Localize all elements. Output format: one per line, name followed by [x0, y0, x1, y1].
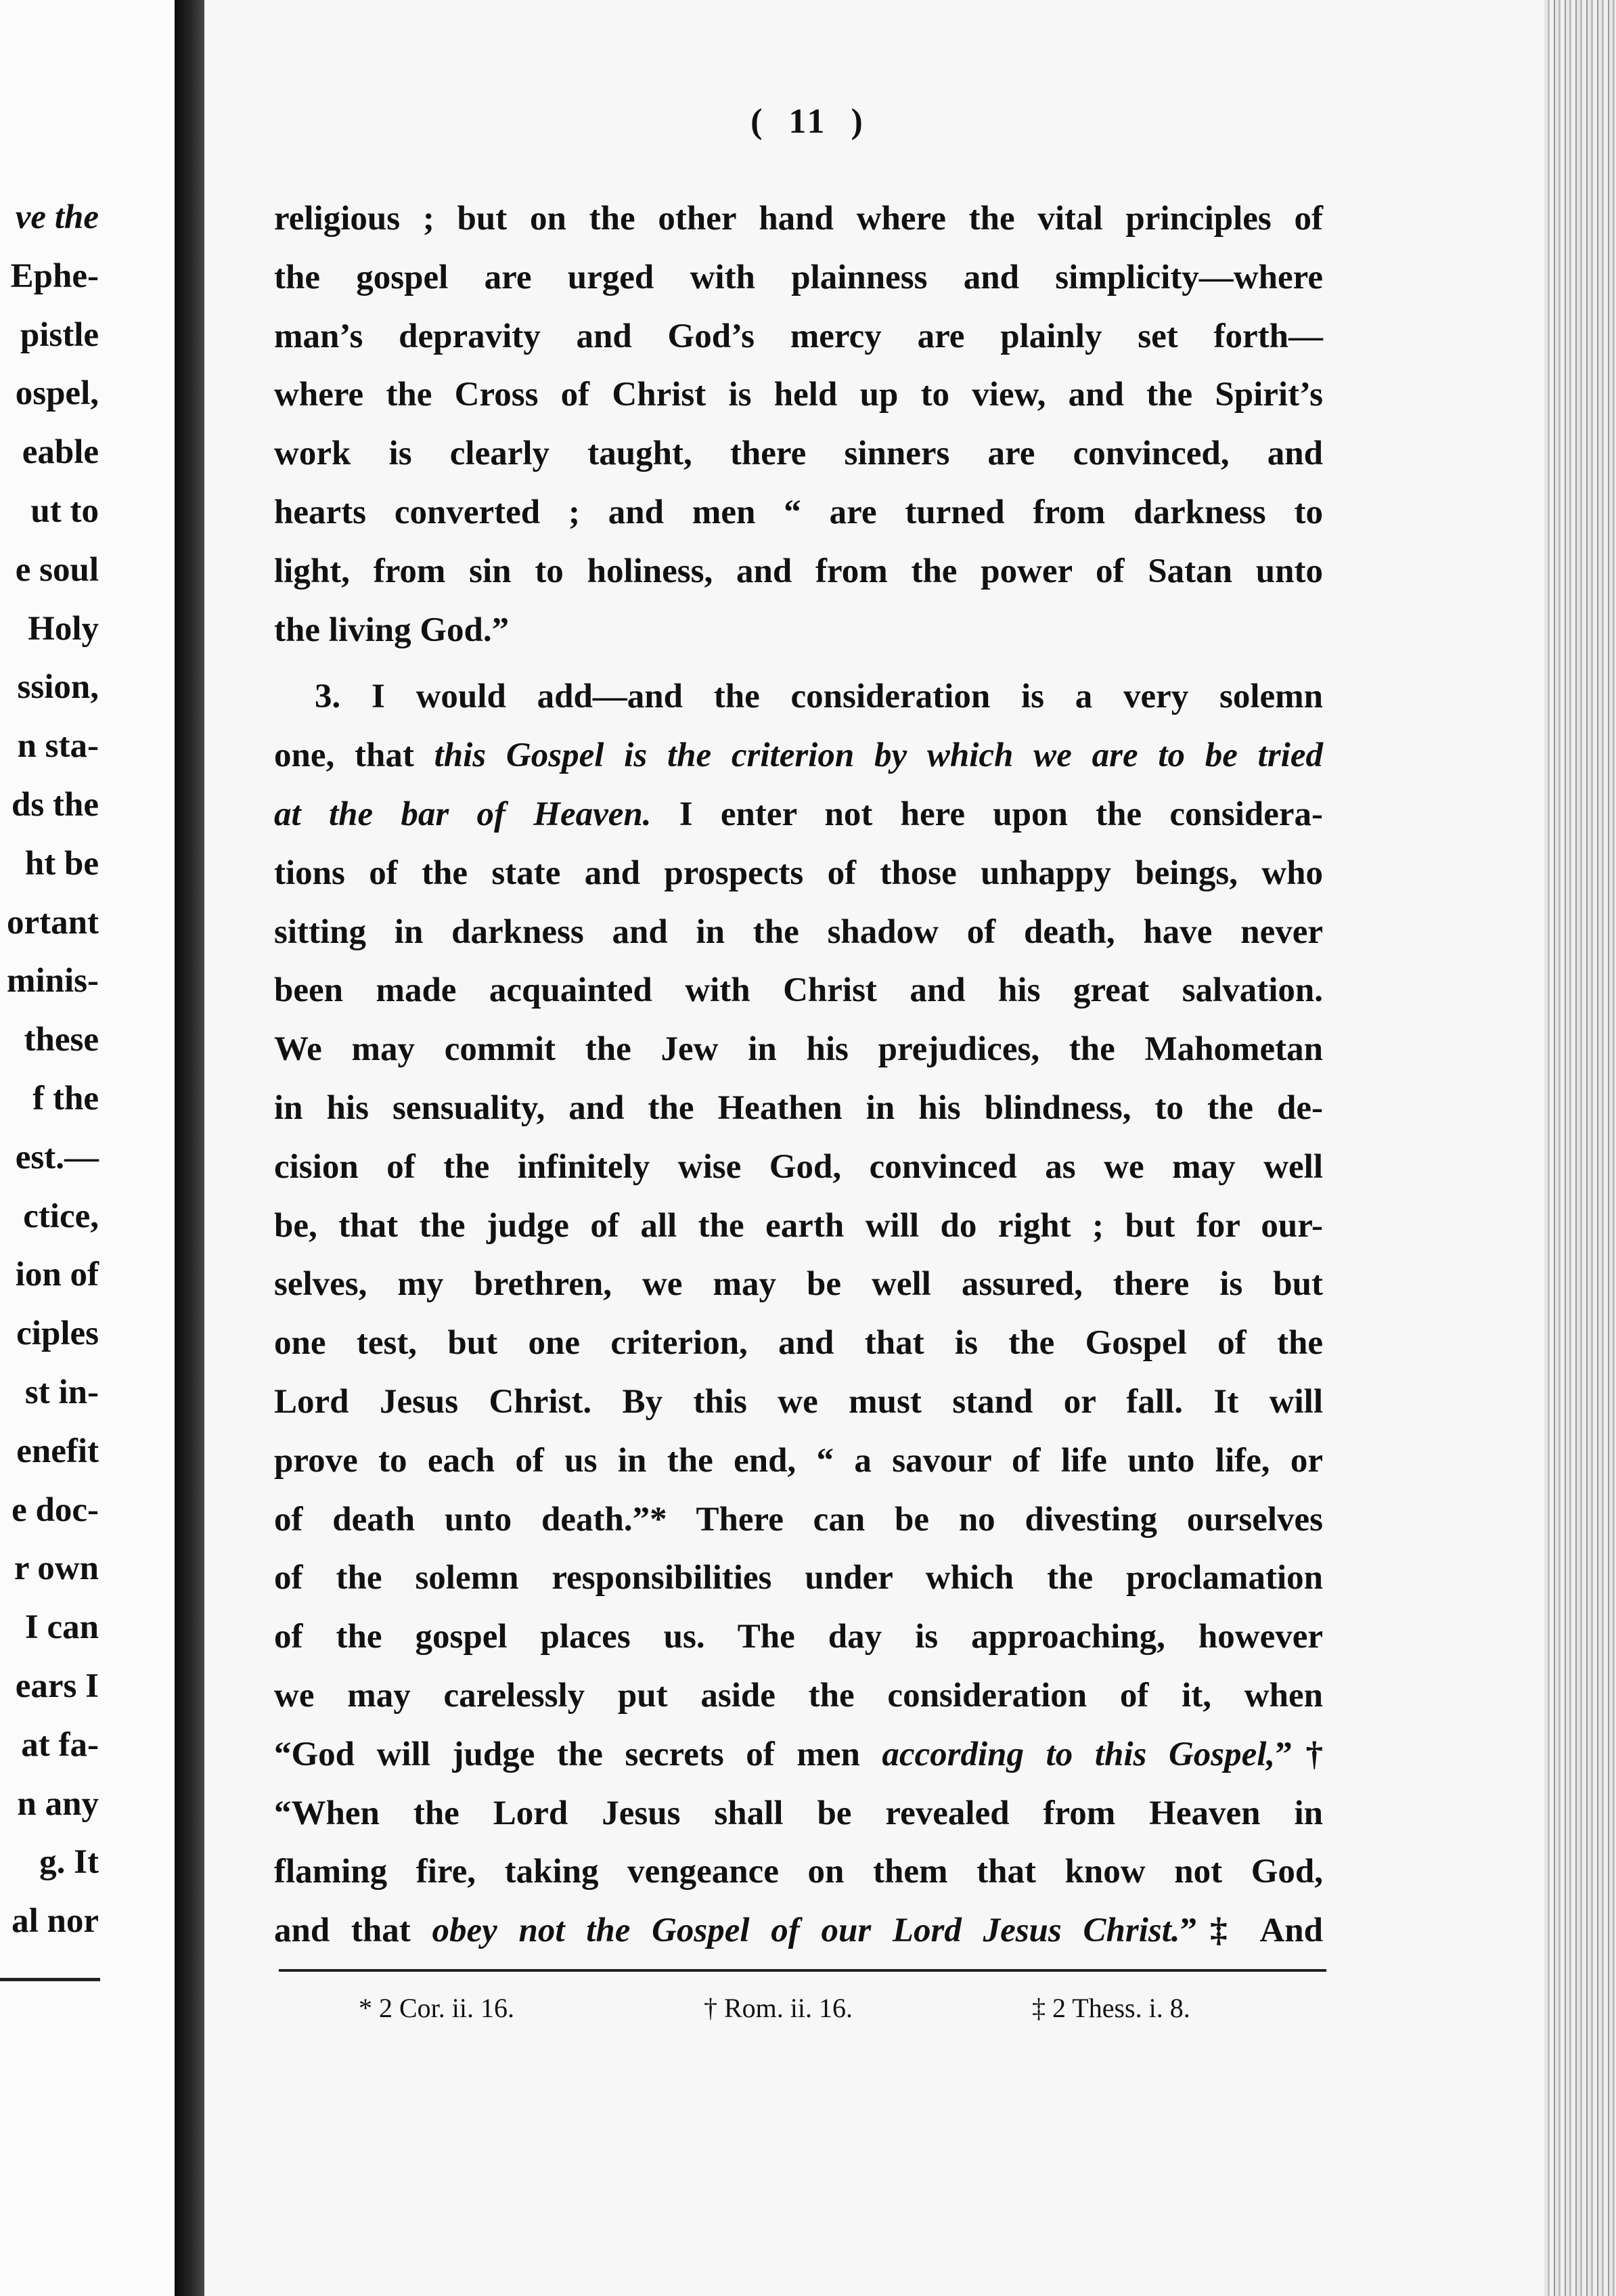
text-line — [274, 1549, 1323, 1607]
text-segment: ”† — [1275, 1736, 1323, 1773]
text-segment: We may commit the Jew in his prejudices, the Mahometan — [274, 1030, 1323, 1068]
text-line — [274, 961, 1323, 1019]
previous-page-line: n sta- — [17, 727, 99, 765]
text-segment: Lord Jesus Christ. By this we must stand or fall. It will — [274, 1383, 1323, 1421]
text-line — [274, 903, 1323, 961]
text-line — [274, 1491, 1323, 1549]
previous-page-line: ospel, — [15, 374, 99, 412]
text-line — [274, 1020, 1323, 1078]
text-segment: light, from sin to holiness, and from the power of Satan unto — [274, 552, 1323, 590]
text-segment: sitting in darkness and in the shadow of death, have never — [274, 913, 1323, 951]
previous-page-line: enefit — [16, 1432, 99, 1470]
text-segment: work is clearly taught, there sinners are convinced, and — [274, 435, 1323, 472]
text-line — [274, 726, 1323, 785]
text-segment: “God will judge the secrets of men — [274, 1736, 882, 1773]
previous-page-line: minis- — [6, 962, 99, 1000]
book-gutter — [175, 0, 204, 2296]
previous-page-fragment — [0, 0, 175, 2296]
previous-page-line: pistle — [20, 316, 99, 354]
text-segment: one test, but one criterion, and that is the Gospel of the — [274, 1324, 1323, 1362]
text-line — [274, 366, 1323, 424]
text-segment: the living God.” — [274, 611, 510, 649]
text-line — [274, 483, 1323, 542]
previous-page-line: n any — [17, 1785, 99, 1823]
text-line — [274, 1373, 1323, 1431]
text-segment: we may carelessly put aside the consideration of it, when — [274, 1677, 1323, 1715]
previous-page-footnote-rule — [0, 1978, 100, 1981]
text-line — [274, 844, 1323, 902]
italic-text: at the bar of Heaven. — [274, 795, 652, 833]
text-line — [274, 785, 1323, 843]
footnote-3: ‡ 2 Thess. i. 8. — [1032, 1993, 1190, 2023]
text-segment: of death unto death.”* There can be no divesting ourselves — [274, 1501, 1323, 1539]
italic-text: this Gospel is the criterion by which we are to be tried — [434, 736, 1323, 774]
previous-page-line: Holy — [28, 610, 99, 648]
text-line — [274, 1608, 1323, 1666]
previous-page-line: e soul — [15, 551, 99, 589]
previous-page-line: ears I — [15, 1667, 99, 1705]
text-line — [274, 1784, 1323, 1842]
text-segment: religious ; but on the other hand where the vital principles of — [274, 200, 1323, 238]
previous-page-line: ht be — [24, 845, 99, 883]
previous-page-line: at fa- — [21, 1726, 99, 1764]
previous-page-line: ctice, — [23, 1197, 99, 1235]
text-line — [274, 248, 1323, 307]
text-line — [274, 1197, 1323, 1255]
previous-page-line: ve the — [15, 198, 99, 236]
text-line — [274, 1432, 1323, 1490]
previous-page-line: these — [24, 1021, 99, 1059]
previous-page-line: ut to — [30, 492, 99, 530]
text-segment: ”‡ And — [1180, 1912, 1324, 1949]
previous-page-line: ds the — [12, 786, 99, 824]
previous-page-line: ortant — [7, 904, 99, 942]
previous-page-line: ion of — [15, 1256, 99, 1294]
previous-page-line: ciples — [16, 1315, 99, 1352]
previous-page-line: eable — [22, 433, 99, 471]
page-number: ( 11 ) — [750, 102, 866, 141]
text-segment: flaming fire, taking vengeance on them that know not God, — [274, 1853, 1323, 1891]
footnote-rule — [279, 1969, 1326, 1972]
text-segment: of the solemn responsibilities under which the proclamation — [274, 1559, 1323, 1597]
text-segment: cision of the infinitely wise God, convinced as we may well — [274, 1148, 1323, 1186]
text-segment: been made acquainted with Christ and his great salvation. — [274, 971, 1323, 1009]
text-line — [274, 601, 1323, 659]
text-line — [274, 190, 1323, 248]
text-segment: hearts converted ; and men “ are turned from darkness to — [274, 493, 1323, 531]
text-line — [274, 1255, 1323, 1313]
text-line — [274, 1138, 1323, 1196]
italic-text: according to this Gospel, — [882, 1736, 1276, 1773]
text-segment: of the gospel places us. The day is approaching, however — [274, 1618, 1323, 1656]
text-segment: “When the Lord Jesus shall be revealed from Heaven in — [274, 1794, 1323, 1832]
text-line — [274, 1725, 1323, 1784]
text-segment: 3. I would add—and the consideration is a very solemn — [315, 678, 1323, 715]
text-segment: I enter not here upon the considera- — [651, 795, 1323, 833]
footnote-1: * 2 Cor. ii. 16. — [359, 1993, 515, 2023]
text-segment: where the Cross of Christ is held up to view, and the Spirit’s — [274, 376, 1323, 414]
previous-page-line: ssion, — [17, 668, 99, 706]
previous-page-line: e doc- — [12, 1491, 99, 1529]
text-line — [274, 1901, 1323, 1960]
footnote-2: † Rom. ii. 16. — [704, 1993, 853, 2023]
previous-page-line: I can — [24, 1608, 99, 1646]
text-line — [274, 1079, 1323, 1137]
italic-text: obey not the Gospel of our Lord Jesus Christ. — [432, 1912, 1180, 1949]
text-segment: and that — [274, 1912, 432, 1949]
previous-page-line: est.— — [15, 1139, 99, 1176]
text-segment: man’s depravity and God’s mercy are plainly set forth— — [274, 317, 1323, 355]
previous-page-line: st in- — [24, 1373, 99, 1411]
previous-page-line: f the — [32, 1080, 99, 1118]
text-line — [274, 424, 1323, 483]
text-segment: selves, my brethren, we may be well assured, there is but — [274, 1265, 1323, 1303]
previous-page-line: g. It — [39, 1843, 99, 1881]
text-segment: tions of the state and prospects of those unhappy beings, who — [274, 854, 1323, 892]
text-segment: the gospel are urged with plainness and simplicity—where — [274, 259, 1323, 296]
text-line — [274, 1666, 1323, 1725]
text-segment: prove to each of us in the end, “ a savour of life unto life, or — [274, 1442, 1323, 1480]
text-line — [274, 1314, 1323, 1372]
text-segment: in his sensuality, and the Heathen in his blindness, to the de- — [274, 1089, 1323, 1127]
page-edges — [1544, 0, 1616, 2296]
previous-page-line: r own — [14, 1549, 99, 1587]
previous-page-line: al nor — [12, 1902, 99, 1940]
text-line — [274, 1842, 1323, 1901]
text-line — [274, 307, 1323, 366]
text-segment: one, that — [274, 736, 434, 774]
text-line — [315, 667, 1323, 726]
text-line — [274, 542, 1323, 600]
previous-page-line: Ephe- — [10, 257, 99, 295]
text-segment: be, that the judge of all the earth will do right ; but for our- — [274, 1207, 1323, 1245]
